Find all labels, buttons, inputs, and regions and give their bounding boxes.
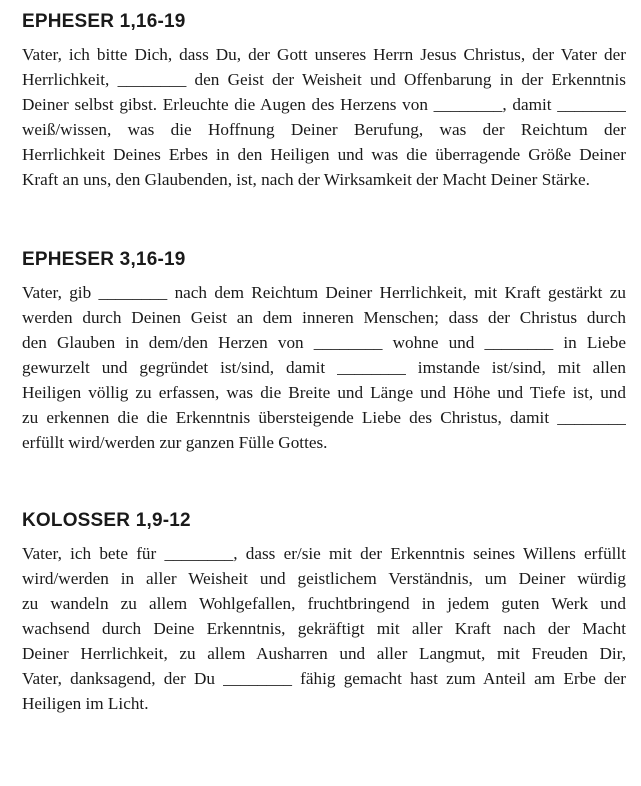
text-line: werden durch Deinen Geist an dem inneren Menschen; dass der Christus durch (22, 308, 626, 327)
text-line: Vater, ich bitte Dich, dass Du, der Gott unseres Herrn Jesus Christus, der Vater der (22, 45, 626, 64)
text-line: Heiligen völlig zu erfassen, was die Breite und Länge und Höhe und Tiefe ist, und (22, 383, 626, 402)
section-kolosser-1 (22, 510, 626, 716)
section-body (22, 280, 626, 455)
text-line: wird/werden in aller Weisheit und geistlichem Verständnis, um Deiner würdig (22, 569, 626, 588)
section-heading: EPHESER 1,16-19 (22, 11, 186, 32)
section-epheser-3 (22, 249, 626, 455)
text-line: weiß/wissen, was die Hoffnung Deiner Berufung, was der Reichtum der (22, 120, 626, 139)
text-line: Herrlichkeit, ________ den Geist der Weisheit und Offenbarung in der Erkenntnis (22, 70, 626, 89)
text-line: Heiligen im Licht. (22, 694, 149, 713)
text-line: zu wandeln zu allem Wohlgefallen, fruchtbringend in jedem guten Werk und (22, 594, 626, 613)
text-line: Vater, danksagend, der Du ________ fähig gemacht hast zum Anteil am Erbe der (22, 669, 626, 688)
text-line: Deiner selbst gibst. Erleuchte die Augen des Herzens von ________, damit ________ (22, 95, 626, 114)
text-line: gewurzelt und gegründet ist/sind, damit ________ imstande ist/sind, mit allen (22, 358, 626, 377)
text-line: Herrlichkeit Deines Erbes in den Heiligen und was die überragende Größe Deiner (22, 145, 626, 164)
section-heading: KOLOSSER 1,9-12 (22, 510, 191, 531)
text-line: wachsend durch Deine Erkenntnis, gekräftigt mit aller Kraft nach der Macht (22, 619, 626, 638)
text-line: Kraft an uns, den Glaubenden, ist, nach der Wirksamkeit der Macht Deiner Stärke. (22, 170, 590, 189)
section-epheser-1 (22, 11, 626, 192)
section-body (22, 541, 626, 716)
section-heading: EPHESER 3,16-19 (22, 249, 186, 270)
section-body (22, 42, 626, 192)
text-line: den Glauben in dem/den Herzen von ________ wohne und ________ in Liebe (22, 333, 626, 352)
text-line: zu erkennen die die Erkenntnis übersteigende Liebe des Christus, damit ________ (22, 408, 626, 427)
text-line: Vater, gib ________ nach dem Reichtum Deiner Herrlichkeit, mit Kraft gestärkt zu (22, 283, 626, 302)
text-line: Vater, ich bete für ________, dass er/sie mit der Erkenntnis seines Willens erfüllt (22, 544, 626, 563)
text-line: Deiner Herrlichkeit, zu allem Ausharren und aller Langmut, mit Freuden Dir, (22, 644, 626, 663)
text-line: erfüllt wird/werden zur ganzen Fülle Gottes. (22, 433, 328, 452)
